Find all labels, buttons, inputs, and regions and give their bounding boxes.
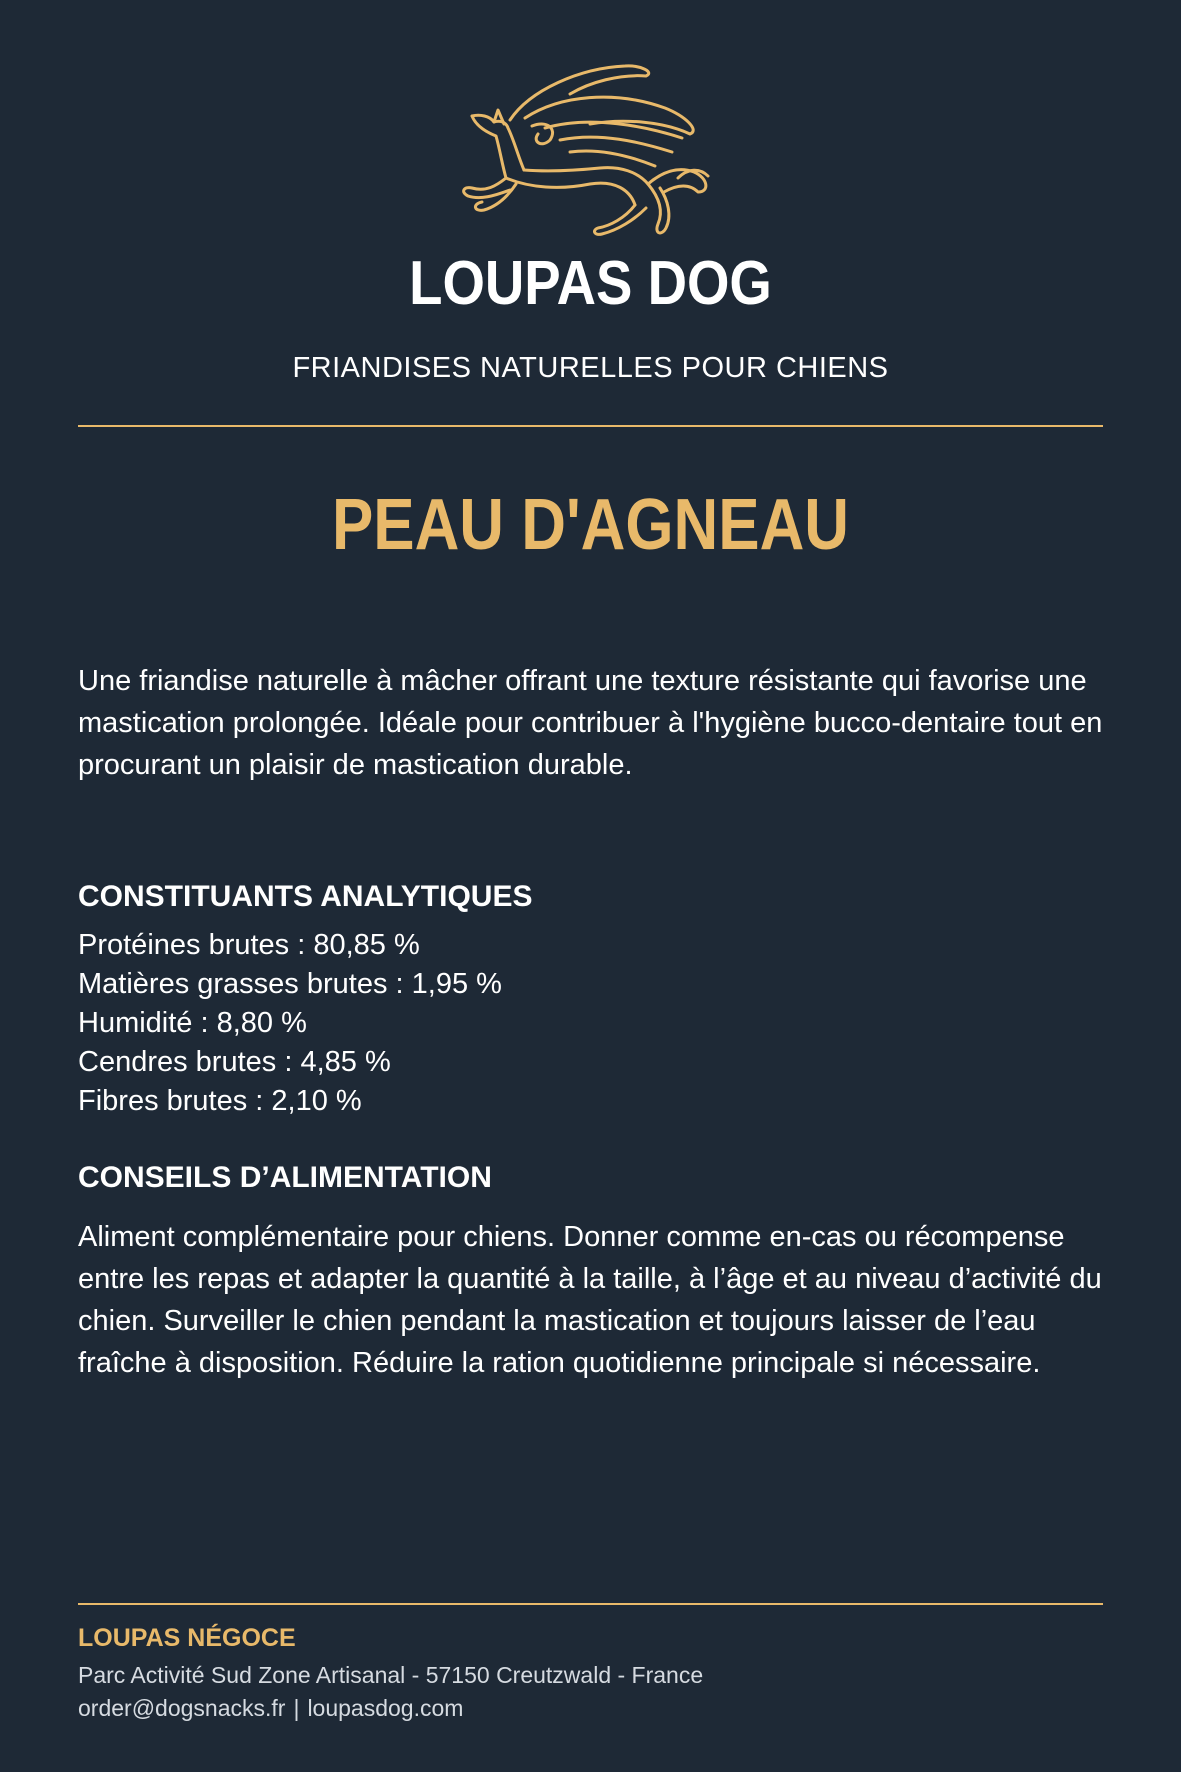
analytics-item-fat: Matières grasses brutes : 1,95 % bbox=[78, 968, 502, 1000]
product-description: Une friandise naturelle à mâcher offrant une texture résistante qui favorise une mastication prolongée. Idéale pour contribuer à l'hygiène bucco-dentaire tout en procurant un plaisir de mastication durable. bbox=[78, 665, 1103, 781]
analytics-item-protein: Protéines brutes : 80,85 % bbox=[78, 929, 420, 961]
company-address: Parc Activité Sud Zone Artisanal - 57150 Creutzwald - France bbox=[78, 1662, 704, 1688]
analytics-item-fibre: Fibres brutes : 2,10 % bbox=[78, 1085, 362, 1117]
advice-title: CONSEILS D’ALIMENTATION bbox=[78, 1161, 492, 1194]
footer-divider bbox=[78, 1603, 1103, 1605]
winged-dog-icon bbox=[450, 60, 730, 250]
advice-text: Aliment complémentaire pour chiens. Donner comme en-cas ou récompense entre les repas et adapter la quantité à la taille, à l’âge et au niveau d’activité du chien. Surveiller le chien pendant la mastication et toujours laisser de l’eau fraîche à disposition. Réduire la ration quotidienne principale si nécessaire. bbox=[78, 1221, 1102, 1379]
analytics-item-moisture: Humidité : 8,80 % bbox=[78, 1007, 307, 1039]
company-name: LOUPAS NÉGOCE bbox=[78, 1624, 296, 1652]
contact-line bbox=[78, 1695, 463, 1722]
analytics-title: CONSTITUANTS ANALYTIQUES bbox=[78, 880, 533, 913]
contact-email[interactable]: order@dogsnacks.fr bbox=[78, 1695, 286, 1721]
brand-name: LOUPAS DOG bbox=[409, 249, 772, 318]
product-title: PEAU D'AGNEAU bbox=[331, 485, 849, 565]
contact-website[interactable]: loupasdog.com bbox=[307, 1695, 464, 1721]
analytics-list bbox=[78, 926, 502, 1121]
contact-separator: | bbox=[293, 1695, 300, 1721]
brand-tagline: FRIANDISES NATURELLES POUR CHIENS bbox=[292, 352, 889, 384]
analytics-item-ash: Cendres brutes : 4,85 % bbox=[78, 1046, 391, 1078]
header-divider bbox=[78, 425, 1103, 427]
